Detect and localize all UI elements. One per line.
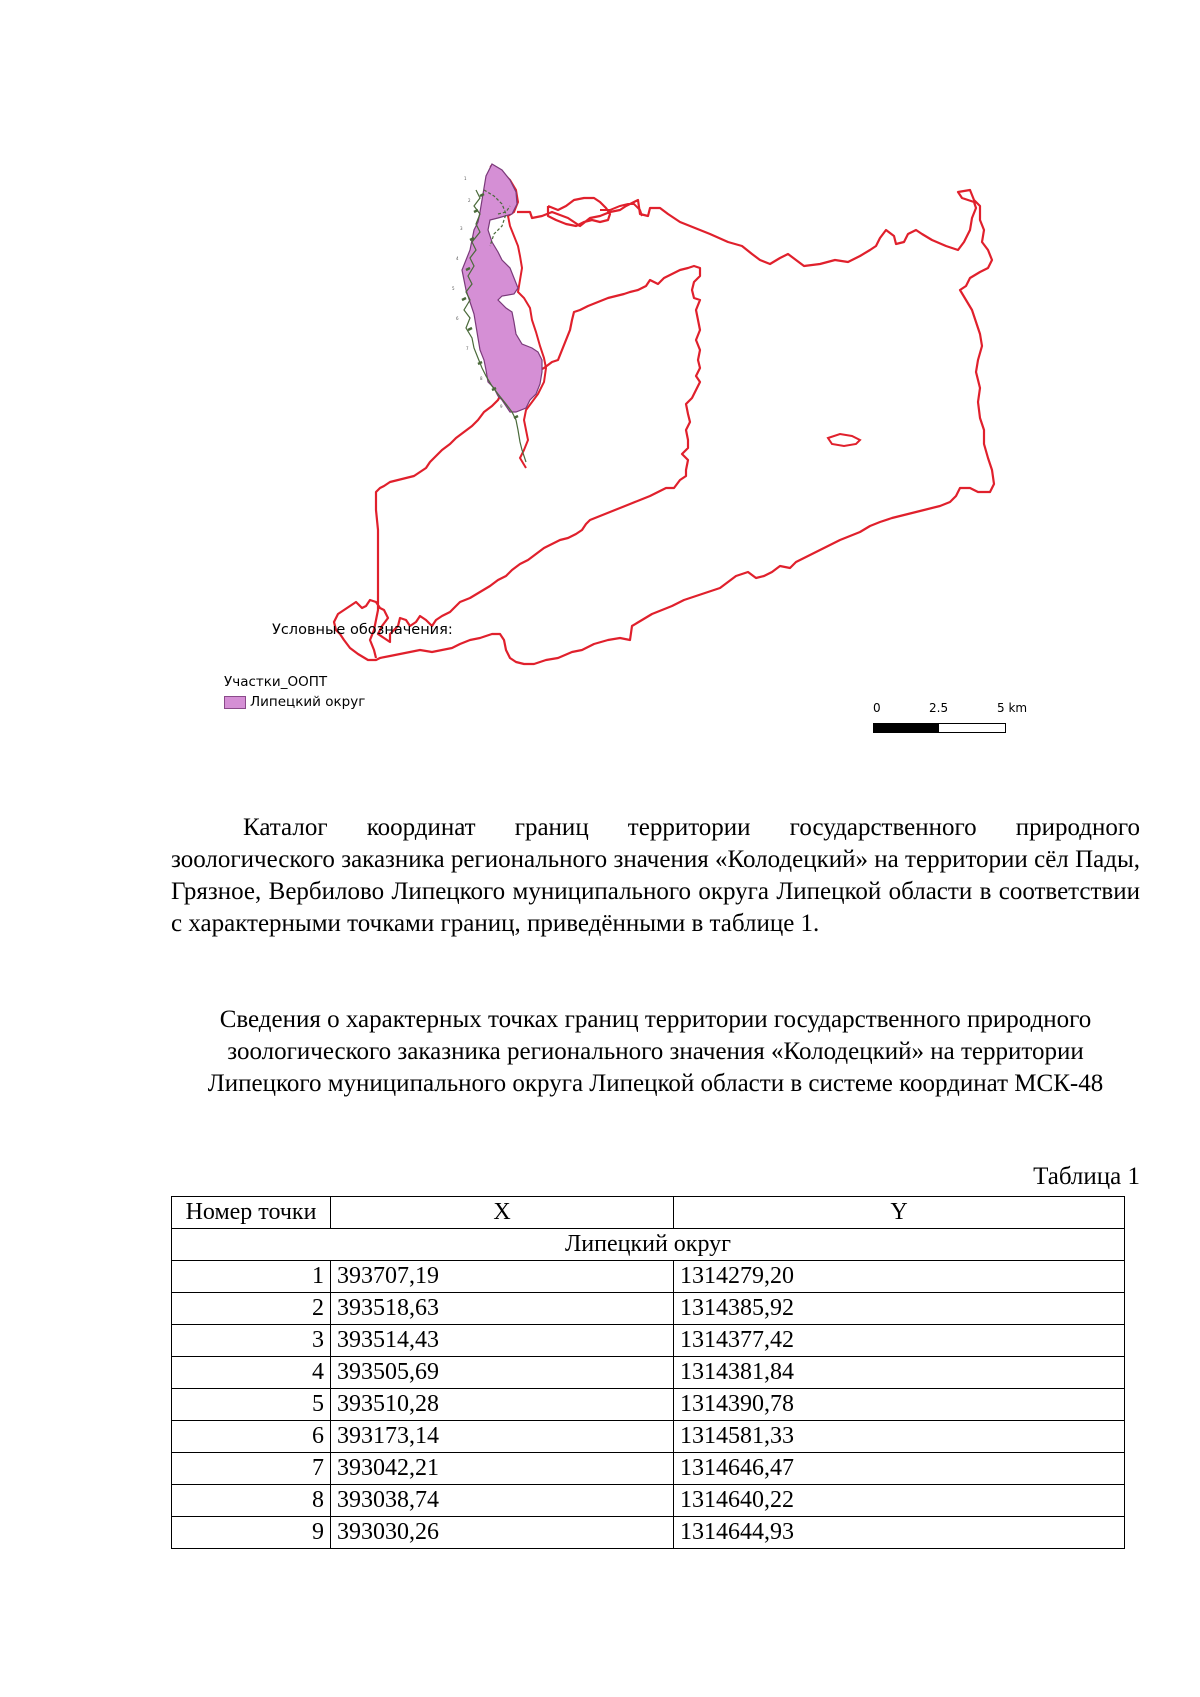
y-value: 1314640,22	[674, 1485, 1125, 1517]
table-row	[172, 1293, 1125, 1325]
point-number: 9	[172, 1517, 331, 1549]
table-row	[172, 1261, 1125, 1293]
district-boundary	[334, 190, 994, 664]
scale-label-5km: 5 km	[997, 701, 1028, 715]
small-lake-boundary	[828, 434, 860, 446]
y-value: 1314381,84	[674, 1357, 1125, 1389]
svg-text:5: 5	[452, 286, 455, 291]
table-row	[172, 1357, 1125, 1389]
point-number: 2	[172, 1293, 331, 1325]
y-value: 1314581,33	[674, 1421, 1125, 1453]
svg-text:8: 8	[480, 376, 483, 381]
table-row	[172, 1453, 1125, 1485]
point-number: 1	[172, 1261, 331, 1293]
x-value: 393514,43	[331, 1325, 674, 1357]
point-number: 4	[172, 1357, 331, 1389]
legend-layer-name: Участки_ООПТ	[224, 674, 328, 690]
x-value: 393518,63	[331, 1293, 674, 1325]
table-caption: Сведения о характерных точках границ территории государственного природного зоологического заказника регионального значения «Колодецкий» на территории Липецкого муниципального округа Липецкой области в системе координат МСК-48	[207, 1006, 1104, 1097]
header-y: Y	[674, 1197, 1125, 1229]
y-value: 1314279,20	[674, 1261, 1125, 1293]
intro-paragraph: Каталог координат границ территории государственного природного зоологического заказника регионального значения «Колодецкий» на территории сёл Пады, Грязное, Вербилово Липецкого муниципального округа Липецкой области в соответствии с характерными точками границ, приведёнными в таблице 1.	[171, 814, 1140, 937]
svg-text:2: 2	[468, 198, 471, 203]
y-value: 1314644,93	[674, 1517, 1125, 1549]
coordinates-table	[171, 1196, 1125, 1549]
x-value: 393038,74	[331, 1485, 674, 1517]
table-row	[172, 1325, 1125, 1357]
x-value: 393505,69	[331, 1357, 674, 1389]
y-value: 1314646,47	[674, 1453, 1125, 1485]
x-value: 393173,14	[331, 1421, 674, 1453]
scale-label-2-5: 2.5	[929, 701, 949, 715]
legend-swatch	[224, 696, 246, 709]
point-number: 6	[172, 1421, 331, 1453]
y-value: 1314377,42	[674, 1325, 1125, 1357]
svg-text:6: 6	[456, 316, 459, 321]
y-value: 1314390,78	[674, 1389, 1125, 1421]
boundary-map	[180, 150, 1120, 760]
legend-title: Условные обозначения:	[272, 622, 453, 638]
legend-item-label: Липецкий округ	[250, 694, 366, 710]
svg-text:3: 3	[460, 226, 463, 231]
table-group-row	[172, 1229, 1125, 1261]
scale-label-0: 0	[873, 701, 881, 715]
x-value: 393707,19	[331, 1261, 674, 1293]
svg-text:4: 4	[456, 256, 459, 261]
point-number: 5	[172, 1389, 331, 1421]
protected-area-polygon	[462, 164, 542, 412]
table-row	[172, 1389, 1125, 1421]
svg-text:7: 7	[466, 346, 469, 351]
table-header-row	[172, 1197, 1125, 1229]
y-value: 1314385,92	[674, 1293, 1125, 1325]
scale-bar-black	[873, 723, 939, 733]
svg-text:1: 1	[464, 176, 467, 181]
table-row	[172, 1485, 1125, 1517]
table-row	[172, 1421, 1125, 1453]
point-number: 8	[172, 1485, 331, 1517]
legend-item	[224, 694, 365, 710]
group-label: Липецкий округ	[172, 1229, 1125, 1261]
x-value: 393042,21	[331, 1453, 674, 1485]
scale-bar-white	[938, 723, 1006, 733]
header-x: X	[331, 1197, 674, 1229]
table-label: Таблица 1	[1033, 1163, 1140, 1190]
x-value: 393510,28	[331, 1389, 674, 1421]
table-row	[172, 1517, 1125, 1549]
svg-text:9: 9	[500, 404, 503, 409]
point-number: 7	[172, 1453, 331, 1485]
header-point-number: Номер точки	[172, 1197, 331, 1229]
x-value: 393030,26	[331, 1517, 674, 1549]
map-drawing	[180, 150, 1120, 760]
point-number: 3	[172, 1325, 331, 1357]
